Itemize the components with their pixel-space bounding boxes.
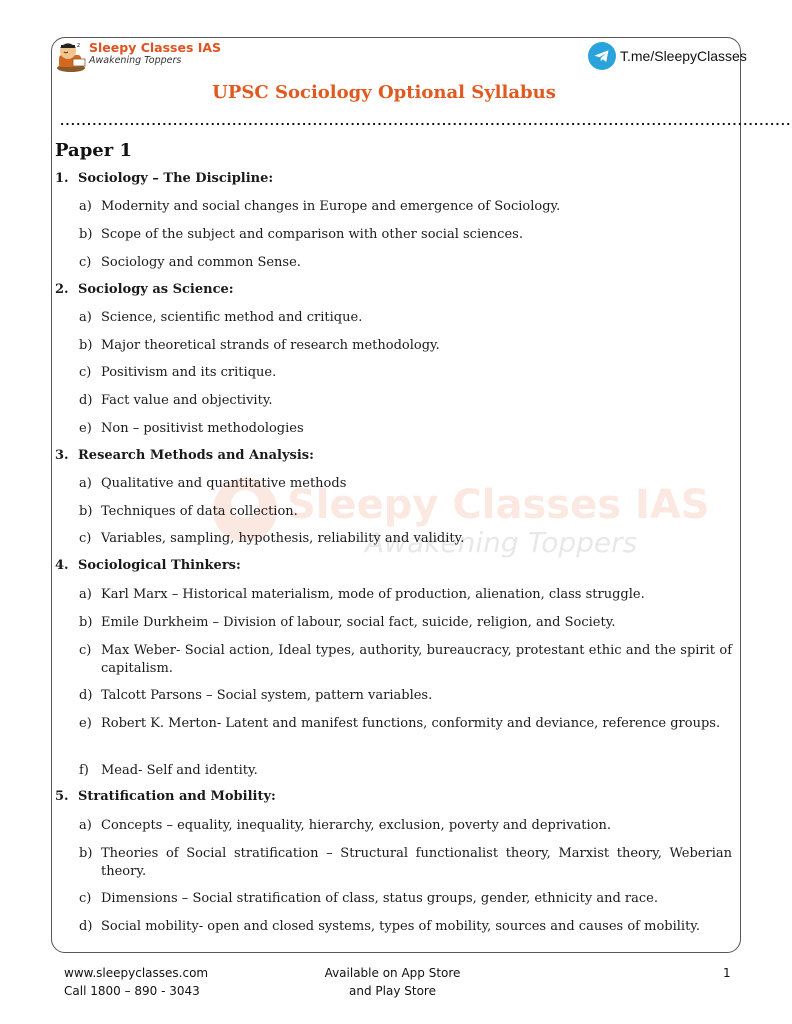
brand-name: Sleepy Classes IAS <box>89 40 222 55</box>
dotted-separator: ........................................................................................................................................ <box>60 115 792 128</box>
section-number: 4. <box>55 558 69 573</box>
item-text: Scope of the subject and comparison with other social sciences. <box>101 227 523 242</box>
section-title: Research Methods and Analysis: <box>78 448 314 463</box>
item-text: Qualitative and quantitative methods <box>101 476 347 491</box>
item-letter: c) <box>79 255 92 270</box>
item-text: Major theoretical strands of research methodology. <box>101 338 440 353</box>
item-letter: b) <box>79 504 93 519</box>
item-letter: d) <box>79 688 93 703</box>
item-letter: c) <box>79 531 92 546</box>
section-title: Sociology as Science: <box>78 282 234 297</box>
item-text: Social mobility- open and closed systems, types of mobility, sources and causes of mobility. <box>101 919 701 934</box>
item-letter: b) <box>79 615 93 630</box>
section-title: Sociological Thinkers: <box>78 558 241 573</box>
watermark-tagline: Awakening Toppers <box>365 526 638 559</box>
item-letter: a) <box>79 818 92 833</box>
item-letter: e) <box>79 421 92 436</box>
paper-title: Paper 1 <box>55 140 133 161</box>
section-title: Sociology – The Discipline: <box>78 171 274 186</box>
item-text: Concepts – equality, inequality, hierarchy, exclusion, poverty and deprivation. <box>101 818 612 833</box>
footer-website-link[interactable]: www.sleepyclasses.com <box>64 966 209 980</box>
footer-app-store <box>290 964 495 1000</box>
item-text: Dimensions – Social stratification of class, status groups, gender, ethnicity and race. <box>101 891 658 906</box>
item-letter: a) <box>79 199 92 214</box>
item-text: Variables, sampling, hypothesis, reliability and validity. <box>101 531 465 546</box>
item-text: Talcott Parsons – Social system, pattern variables. <box>101 688 433 703</box>
item-letter: c) <box>79 643 92 658</box>
section-heading <box>55 789 276 804</box>
footer-app-store-line1: Available on App Store <box>324 966 461 980</box>
item-text: Sociology and common Sense. <box>101 255 301 270</box>
item-text: Karl Marx – Historical materialism, mode of production, alienation, class struggle. <box>101 587 645 602</box>
watermark-brand: Sleepy Classes IAS <box>287 482 710 528</box>
item-letter: b) <box>79 227 93 242</box>
item-letter: c) <box>79 365 92 380</box>
item-text: Fact value and objectivity. <box>101 393 273 408</box>
section-number: 5. <box>55 789 69 804</box>
item-text: Theories of Social stratification – Structural functionalist theory, Marxist theory, Weberian theory. <box>101 846 732 879</box>
svg-text:z: z <box>77 42 81 49</box>
item-text: Modernity and social changes in Europe and emergence of Sociology. <box>101 199 561 214</box>
section-title: Stratification and Mobility: <box>78 789 276 804</box>
telegram-link-text: T.me/SleepyClasses <box>620 48 747 64</box>
item-letter: a) <box>79 587 92 602</box>
item-letter: d) <box>79 919 93 934</box>
item-text: Mead- Self and identity. <box>101 763 258 778</box>
section-heading <box>55 171 273 186</box>
footer-contact <box>64 964 208 1000</box>
section-number: 3. <box>55 448 69 463</box>
item-text: Robert K. Merton- Latent and manifest functions, conformity and deviance, reference groups. <box>101 716 721 731</box>
section-number: 1. <box>55 171 69 186</box>
footer-phone: Call 1800 – 890 - 3043 <box>64 984 200 998</box>
item-text: Science, scientific method and critique. <box>101 310 363 325</box>
item-letter: d) <box>79 393 93 408</box>
item-letter: b) <box>79 338 93 353</box>
item-letter: a) <box>79 476 92 491</box>
section-heading <box>55 558 241 573</box>
item-text: Positivism and its critique. <box>101 365 277 380</box>
item-text: Non – positivist methodologies <box>101 421 304 436</box>
item-letter: f) <box>79 763 89 778</box>
item-text: Techniques of data collection. <box>101 504 298 519</box>
document-title: UPSC Sociology Optional Syllabus <box>212 82 556 103</box>
page-number: 1 <box>723 966 731 980</box>
item-letter: b) <box>79 846 93 861</box>
item-letter: c) <box>79 891 92 906</box>
section-heading <box>55 448 314 463</box>
section-heading <box>55 282 234 297</box>
section-number: 2. <box>55 282 69 297</box>
footer-app-store-line2: and Play Store <box>349 984 436 998</box>
item-text: Max Weber- Social action, Ideal types, authority, bureaucracy, protestant ethic and the spirit of capitalism. <box>101 643 732 676</box>
item-letter: e) <box>79 716 92 731</box>
item-text: Emile Durkheim – Division of labour, social fact, suicide, religion, and Society. <box>101 615 616 630</box>
brand-tagline: Awakening Toppers <box>89 55 182 66</box>
item-letter: a) <box>79 310 92 325</box>
